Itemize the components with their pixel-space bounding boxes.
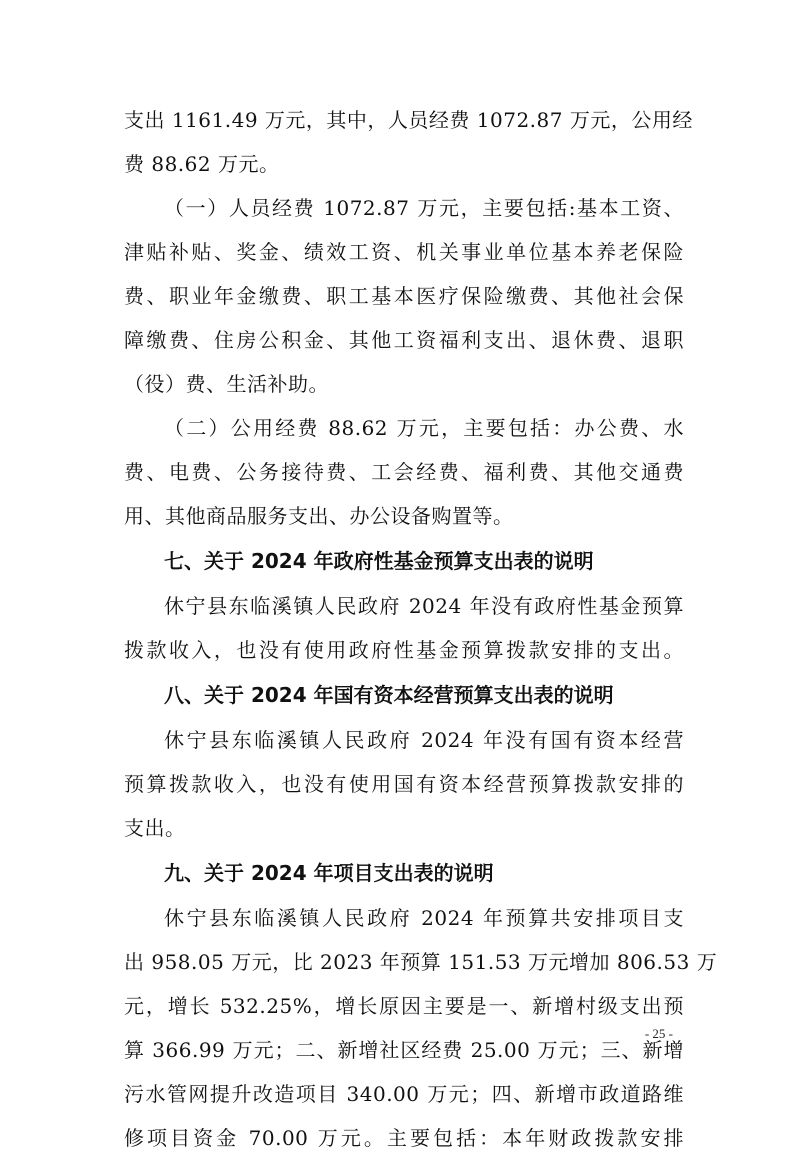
text-line: 支出 1161.49 万元，其中，人员经费 1072.87 万元，公用经 <box>124 108 693 132</box>
page-number: - 25 - <box>644 1026 673 1041</box>
paragraph-public-expenses <box>124 406 684 538</box>
text-line: 休宁县东临溪镇人民政府 2024 年没有国有资本经营 <box>164 728 684 752</box>
page-content <box>124 98 718 1160</box>
text-line: 修项目资金 70.00 万元。主要包括：本年财政拨款安排 <box>124 1126 684 1150</box>
text-line: 津贴补贴、奖金、绩效工资、机关事业单位基本养老保险 <box>124 240 684 264</box>
text-line: 用、其他商品服务支出、办公设备购置等。 <box>124 504 514 528</box>
section-heading-7: 七、关于 2024 年政府性基金预算支出表的说明 <box>164 549 594 573</box>
paragraph-project-expenditure <box>124 896 718 1160</box>
text-line: 拨款收入，也没有使用政府性基金预算拨款安排的支出。 <box>124 638 684 662</box>
text-line: 算 366.99 万元；二、新增社区经费 25.00 万元；三、新增 <box>124 1038 684 1062</box>
text-line: 费、职业年金缴费、职工基本医疗保险缴费、其他社会保 <box>124 284 684 308</box>
text-line: （一）人员经费 1072.87 万元，主要包括:基本工资、 <box>164 196 684 220</box>
text-line: 预算拨款收入，也没有使用国有资本经营预算拨款安排的 <box>124 772 684 796</box>
text-line: 元，增长 532.25%，增长原因主要是一、新增村级支出预 <box>124 994 684 1018</box>
section-heading-8: 八、关于 2024 年国有资本经营预算支出表的说明 <box>164 683 614 707</box>
text-line: 费、电费、公务接待费、工会经费、福利费、其他交通费 <box>124 460 684 484</box>
paragraph-personnel-expenses <box>124 186 684 406</box>
section-heading-9: 九、关于 2024 年项目支出表的说明 <box>164 861 494 885</box>
text-line: 费 88.62 万元。 <box>124 152 280 176</box>
text-line: （役）费、生活补助。 <box>124 372 329 396</box>
text-line: （二）公用经费 88.62 万元，主要包括：办公费、水 <box>164 416 684 440</box>
text-line: 出 958.05 万元，比 2023 年预算 151.53 万元增加 806.53 万 <box>124 950 718 974</box>
paragraph-expenditure-summary <box>124 98 693 186</box>
text-line: 污水管网提升改造项目 340.00 万元；四、新增市政道路维 <box>124 1082 684 1106</box>
text-line: 障缴费、住房公积金、其他工资福利支出、退休费、退职 <box>124 328 684 352</box>
text-line: 支出。 <box>124 816 186 840</box>
paragraph-state-capital <box>124 718 684 850</box>
text-line: 休宁县东临溪镇人民政府 2024 年预算共安排项目支 <box>164 906 684 930</box>
paragraph-government-fund <box>124 584 684 672</box>
text-line: 休宁县东临溪镇人民政府 2024 年没有政府性基金预算 <box>164 594 684 618</box>
